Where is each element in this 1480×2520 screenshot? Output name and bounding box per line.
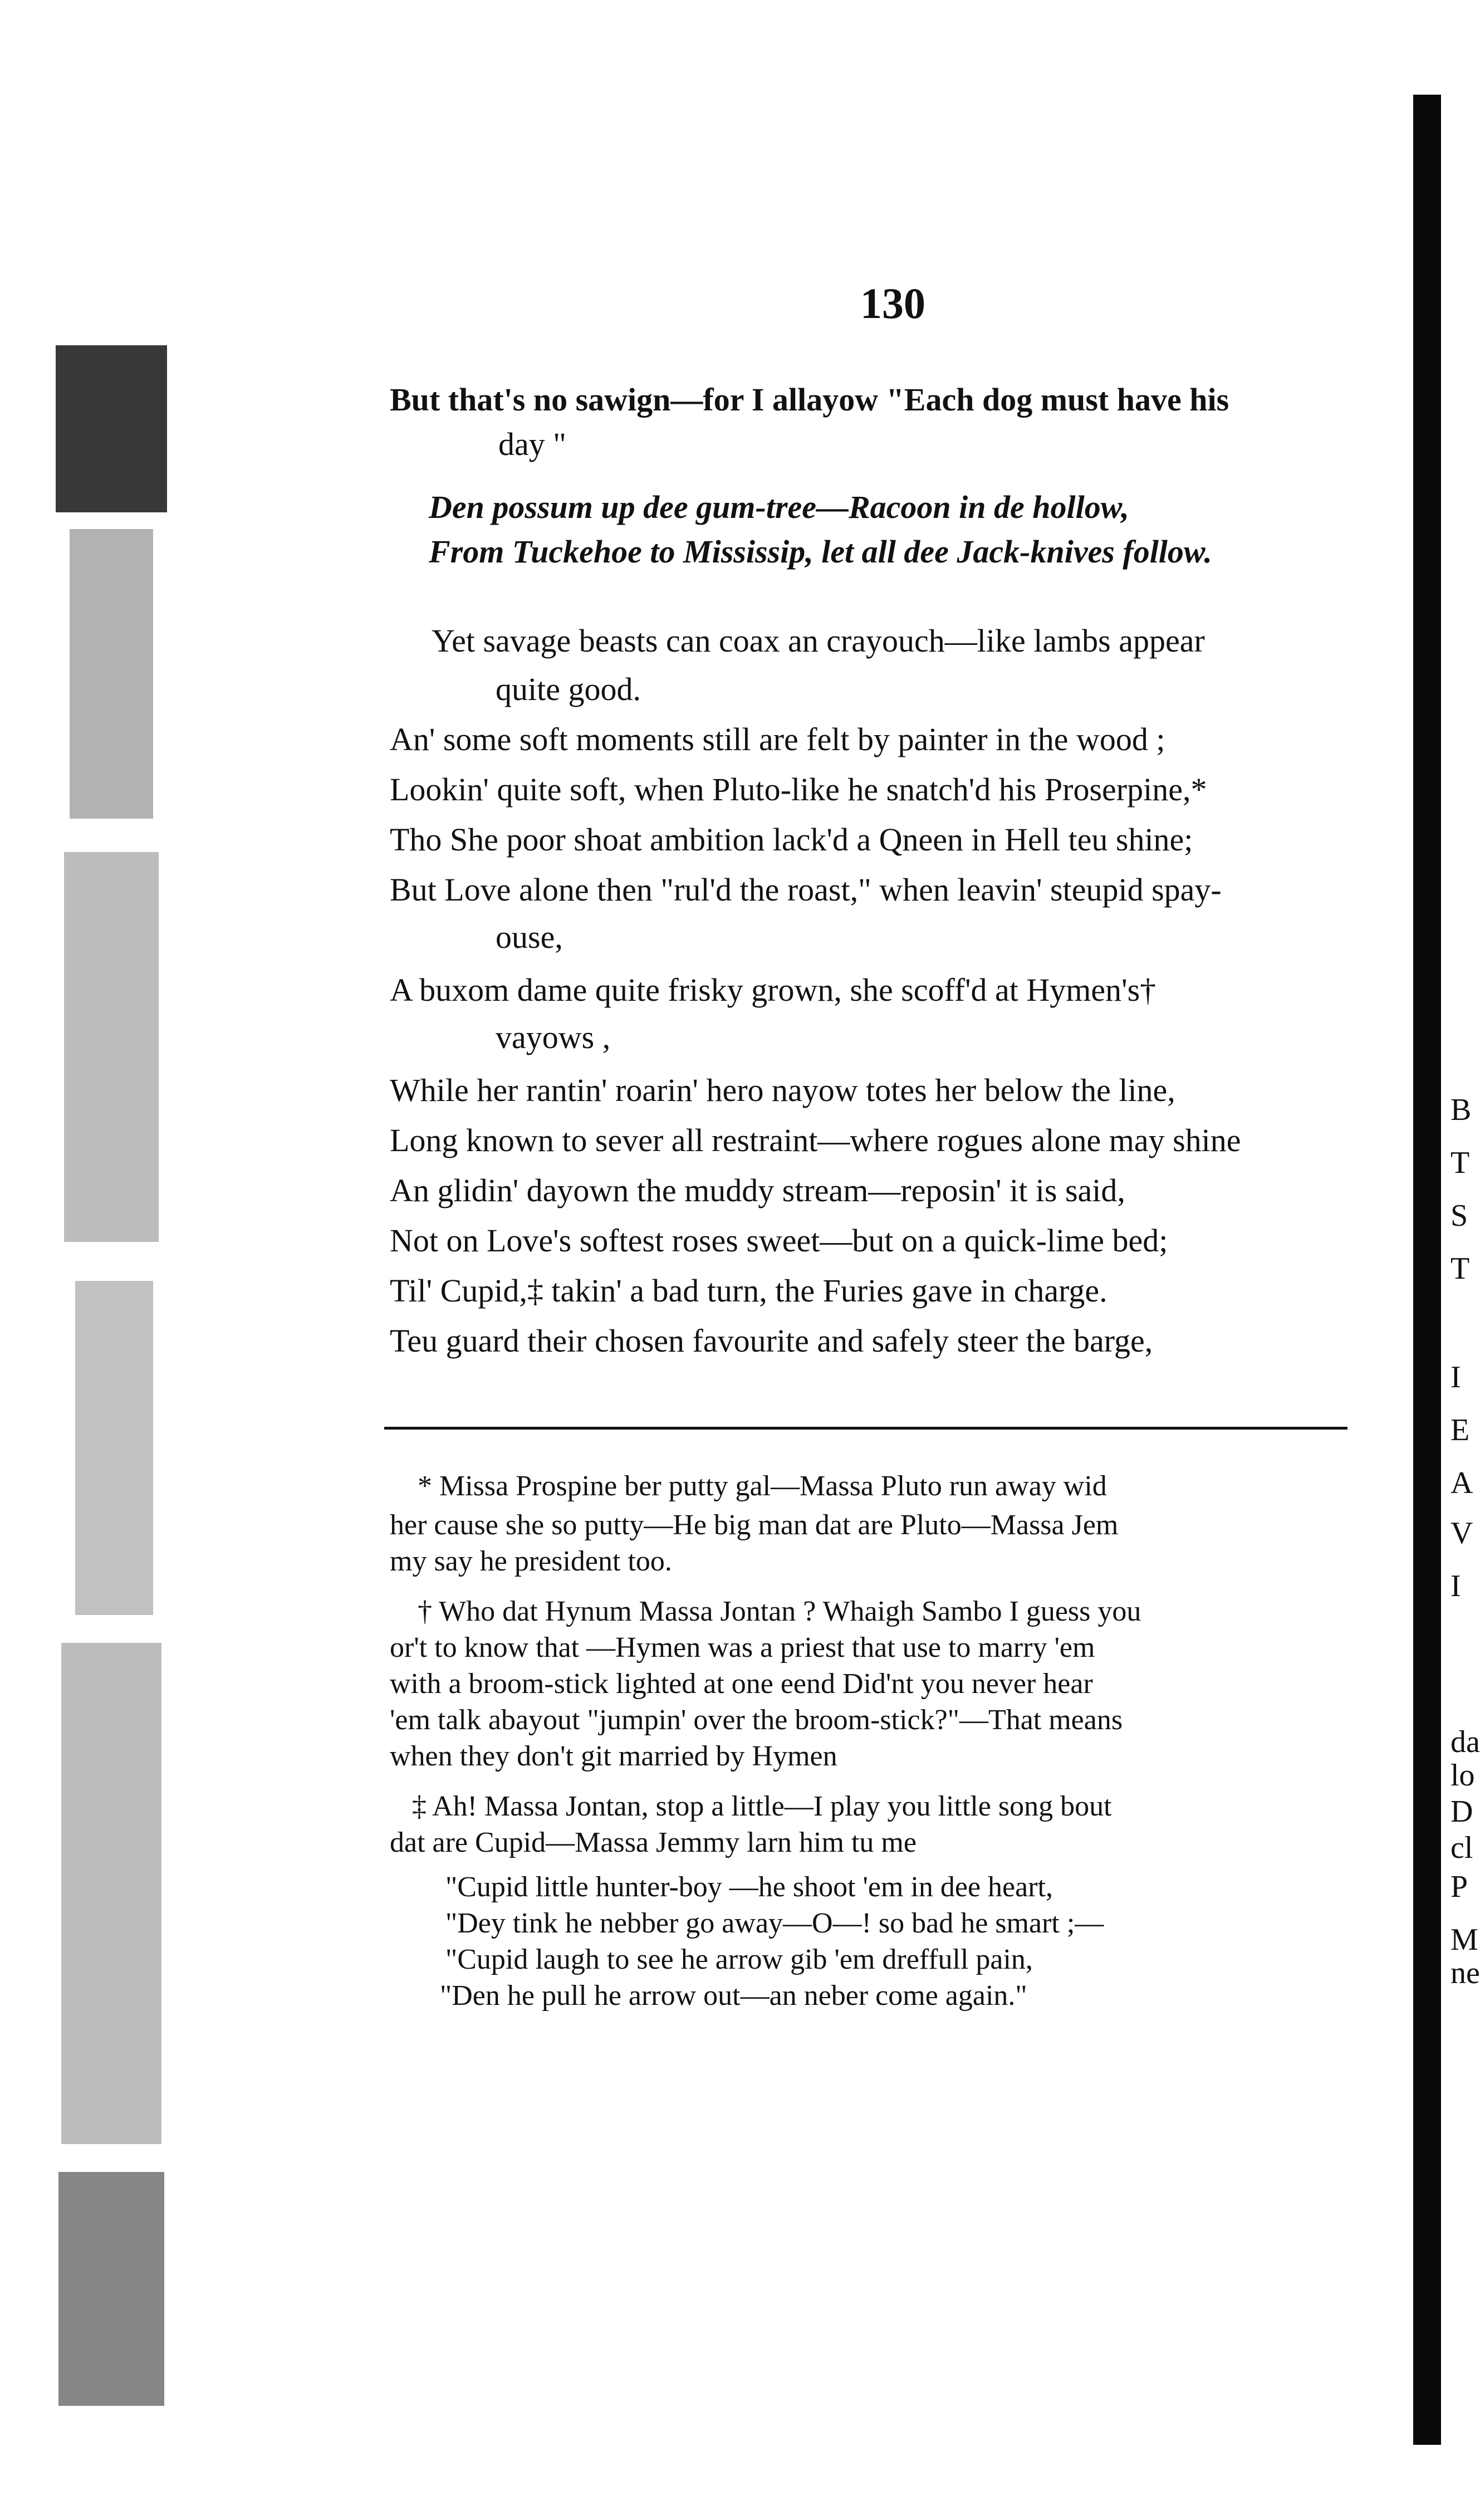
- margin-fragment: P: [1450, 1870, 1468, 1904]
- margin-fragment: T: [1450, 1146, 1470, 1180]
- text-line: Yet savage beasts can coax an crayouch—like lambs appear: [432, 623, 1205, 659]
- text-line: Lookin' quite soft, when Pluto-like he snatch'd his Proserpine,*: [390, 771, 1207, 808]
- footnote-line: with a broom-stick lighted at one eend Did'nt you never hear: [390, 1668, 1093, 1700]
- song-line: "Dey tink he nebber go away—O—! so bad he smart ;—: [445, 1907, 1104, 1939]
- margin-fragment: lo: [1450, 1758, 1475, 1793]
- binding-shadow: [1413, 95, 1441, 2445]
- margin-fragment: D: [1450, 1794, 1473, 1829]
- footnote-line: or't to know that —Hymen was a priest that use to marry 'em: [390, 1632, 1095, 1663]
- song-line: "Den he pull he arrow out—an neber come again.": [440, 1980, 1027, 2012]
- verse-line: Den possum up dee gum-tree—Racoon in de hollow,: [429, 489, 1129, 525]
- margin-fragment: S: [1450, 1198, 1468, 1233]
- text-line: vayows ,: [496, 1019, 611, 1055]
- song-line: "Cupid laugh to see he arrow gib 'em dreffull pain,: [445, 1944, 1033, 1975]
- margin-fragment: A: [1450, 1466, 1473, 1500]
- margin-fragment: cl: [1450, 1831, 1473, 1865]
- text-line: While her rantin' roarin' hero nayow totes her below the line,: [390, 1072, 1175, 1108]
- footnote-line: * Missa Prospine ber putty gal—Massa Pluto run away wid: [418, 1470, 1107, 1502]
- margin-fragment: ne: [1450, 1956, 1480, 1990]
- text-line: quite good.: [496, 671, 641, 707]
- scan-edge-right: [1413, 95, 1480, 2445]
- margin-fragment: I: [1450, 1360, 1461, 1394]
- text-line: Not on Love's softest roses sweet—but on a quick-lime bed;: [390, 1222, 1168, 1259]
- verse-line: From Tuckehoe to Mississip, let all dee Jack-knives follow.: [429, 534, 1212, 570]
- margin-fragment: I: [1450, 1569, 1461, 1603]
- margin-fragment: V: [1450, 1516, 1473, 1550]
- text-line: Teu guard their chosen favourite and safely steer the barge,: [390, 1323, 1153, 1359]
- footnote-line: my say he president too.: [390, 1545, 672, 1577]
- footnote-divider: [384, 1427, 1347, 1430]
- footnote-line: ‡ Ah! Massa Jontan, stop a little—I play you little song bout: [412, 1790, 1112, 1822]
- text-line: An' some soft moments still are felt by painter in the wood ;: [390, 721, 1165, 757]
- text-line: Long known to sever all restraint—where rogues alone may shine: [390, 1122, 1241, 1158]
- text-line: A buxom dame quite frisky grown, she scoff'd at Hymen's†: [390, 972, 1156, 1008]
- song-line: "Cupid little hunter-boy —he shoot 'em in dee heart,: [445, 1871, 1053, 1903]
- text-line: day ": [498, 426, 566, 462]
- text-line: Til' Cupid,‡ takin' a bad turn, the Furies gave in charge.: [390, 1273, 1107, 1309]
- margin-fragment: da: [1450, 1725, 1480, 1759]
- margin-fragment: B: [1450, 1093, 1472, 1127]
- text-line: But Love alone then "rul'd the roast," when leavin' steupid spay-: [390, 872, 1222, 908]
- margin-fragment: T: [1450, 1251, 1470, 1286]
- text-line: ouse,: [496, 919, 563, 955]
- footnote-line: 'em talk abayout "jumpin' over the broom-stick?"—That means: [390, 1704, 1123, 1736]
- page-number: 130: [860, 279, 925, 327]
- footnote-line: dat are Cupid—Massa Jemmy larn him tu me: [390, 1827, 917, 1858]
- footnote-line: † Who dat Hynum Massa Jontan ? Whaigh Sambo I guess you: [418, 1596, 1141, 1627]
- text-line: An glidin' dayown the muddy stream—reposin' it is said,: [390, 1172, 1125, 1208]
- margin-fragment: M: [1450, 1922, 1478, 1957]
- margin-fragment: E: [1450, 1413, 1470, 1447]
- footnote-line: when they don't git married by Hymen: [390, 1740, 837, 1772]
- scan-edge-left: [53, 84, 170, 2417]
- text-line: Tho She poor shoat ambition lack'd a Qneen in Hell teu shine;: [390, 821, 1193, 858]
- footnote-line: her cause she so putty—He big man dat are Pluto—Massa Jem: [390, 1509, 1119, 1541]
- text-line: But that's no sawign—for I allayow "Each dog must have his: [390, 381, 1229, 418]
